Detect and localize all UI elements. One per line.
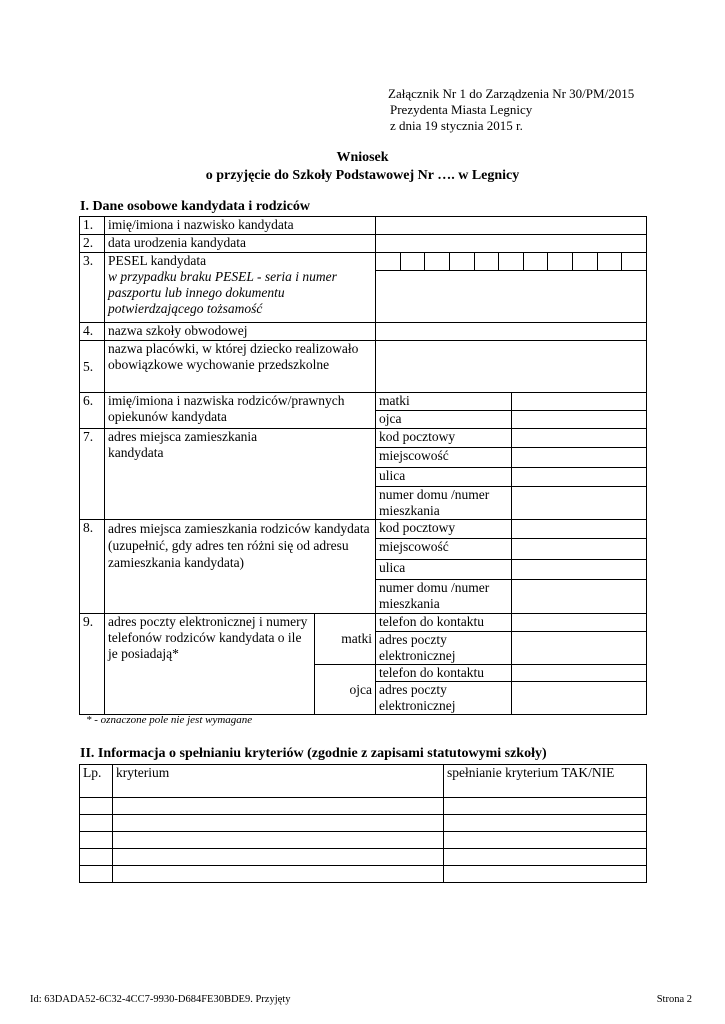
row-label: [105, 253, 376, 323]
district-school-field[interactable]: [376, 323, 647, 341]
who-label: matki: [315, 614, 376, 665]
preschool-field[interactable]: [376, 341, 647, 393]
personal-data-table: [79, 216, 647, 715]
father-email-field[interactable]: [512, 682, 647, 715]
row-number: 5.: [80, 341, 105, 393]
sub-label: telefon do kontaktu: [376, 665, 512, 682]
row-label: adres poczty elektronicznej i numery telefonów rodziców kandydata o ile je posiadają*: [105, 614, 315, 715]
pesel-alt-label: w przypadku braku PESEL - seria i numer paszportu lub innego dokumentu potwierdzającego tożsamość: [108, 269, 337, 316]
sub-label: matki: [376, 393, 512, 411]
table-row: [80, 815, 647, 832]
document-subtitle: o przyjęcie do Szkoły Podstawowej Nr …. w Legnicy: [205, 168, 520, 183]
row-5: [80, 341, 647, 393]
sub-label: telefon do kontaktu: [376, 614, 512, 632]
row-4: [80, 323, 647, 341]
row-label: data urodzenia kandydata: [105, 235, 376, 253]
sub-label: kod pocztowy: [376, 520, 512, 539]
row-9: [80, 614, 647, 632]
sub-label: adres poczty elektronicznej: [376, 632, 512, 665]
candidate-street-field[interactable]: [512, 468, 647, 487]
row-3: [80, 253, 647, 323]
who-label: ojca: [315, 665, 376, 715]
pesel-label: PESEL kandydata: [108, 253, 207, 268]
table-row: [80, 832, 647, 849]
mother-name-field[interactable]: [512, 393, 647, 411]
row-label: adres miejsca zamieszkania kandydata: [105, 429, 376, 520]
column-header: spełnianie kryterium TAK/NIE: [444, 765, 647, 798]
document-title: Wniosek: [336, 150, 389, 165]
father-phone-field[interactable]: [512, 665, 647, 682]
sub-label: miejscowość: [376, 448, 512, 468]
row-number: 9.: [80, 614, 105, 715]
row-1: [80, 217, 647, 235]
row-6: [80, 393, 647, 411]
row-number: 6.: [80, 393, 105, 429]
table-row: [80, 849, 647, 866]
candidate-name-field[interactable]: [376, 217, 647, 235]
row-label: nazwa placówki, w której dziecko realizowało obowiązkowe wychowanie przedszkolne: [105, 341, 376, 393]
header-line-2: Prezydenta Miasta Legnicy: [390, 102, 533, 117]
optional-field-note: * - oznaczone pole nie jest wymagane: [86, 714, 253, 726]
criteria-table: [79, 764, 647, 883]
attachment-header: [388, 86, 634, 134]
column-header: Lp.: [80, 765, 113, 798]
row-label: imię/imiona i nazwisko kandydata: [105, 217, 376, 235]
row-label: adres miejsca zamieszkania rodziców kandydata (uzupełnić, gdy adres ten różni się od adresu zamieszkania kandydata): [105, 520, 376, 614]
parents-street-field[interactable]: [512, 560, 647, 580]
parents-house-number-field[interactable]: [512, 580, 647, 614]
mother-email-field[interactable]: [512, 632, 647, 665]
document-id: Id: 63DADA52-6C32-4CC7-9930-D684FE30BDE9. Przyjęty: [30, 994, 291, 1005]
sub-label: ulica: [376, 468, 512, 487]
header-line-3: z dnia 19 stycznia 2015 r.: [390, 118, 523, 133]
parents-city-field[interactable]: [512, 539, 647, 560]
criteria-header-row: [80, 765, 647, 798]
candidate-city-field[interactable]: [512, 448, 647, 468]
row-7: [80, 429, 647, 448]
section-2-heading: II. Informacja o spełnianiu kryteriów (zgodnie z zapisami statutowymi szkoły): [80, 746, 547, 761]
mother-phone-field[interactable]: [512, 614, 647, 632]
row-number: 1.: [80, 217, 105, 235]
row-number: 3.: [80, 253, 105, 323]
row-8: [80, 520, 647, 539]
row-number: 7.: [80, 429, 105, 520]
header-line-1: Załącznik Nr 1 do Zarządzenia Nr 30/PM/2015: [388, 86, 635, 101]
row-2: [80, 235, 647, 253]
sub-label: ojca: [376, 411, 512, 429]
parents-postal-code-field[interactable]: [512, 520, 647, 539]
birth-date-field[interactable]: [376, 235, 647, 253]
pesel-field[interactable]: [376, 253, 647, 323]
row-label: imię/imiona i nazwiska rodziców/prawnych opiekunów kandydata: [105, 393, 376, 429]
column-header: kryterium: [113, 765, 444, 798]
row-number: 4.: [80, 323, 105, 341]
sub-label: ulica: [376, 560, 512, 580]
sub-label: adres poczty elektronicznej: [376, 682, 512, 715]
candidate-house-number-field[interactable]: [512, 487, 647, 520]
row-number: 8.: [80, 520, 105, 614]
sub-label: miejscowość: [376, 539, 512, 560]
table-row: [80, 798, 647, 815]
page-number: Strona 2: [656, 994, 692, 1005]
section-1-heading: I. Dane osobowe kandydata i rodziców: [80, 199, 310, 214]
father-name-field[interactable]: [512, 411, 647, 429]
row-label: nazwa szkoły obwodowej: [105, 323, 376, 341]
pesel-digit-boxes[interactable]: [376, 253, 646, 271]
sub-label: numer domu /numer mieszkania: [376, 580, 512, 614]
row-number: 2.: [80, 235, 105, 253]
sub-label: numer domu /numer mieszkania: [376, 487, 512, 520]
table-row: [80, 866, 647, 883]
candidate-postal-code-field[interactable]: [512, 429, 647, 448]
sub-label: kod pocztowy: [376, 429, 512, 448]
